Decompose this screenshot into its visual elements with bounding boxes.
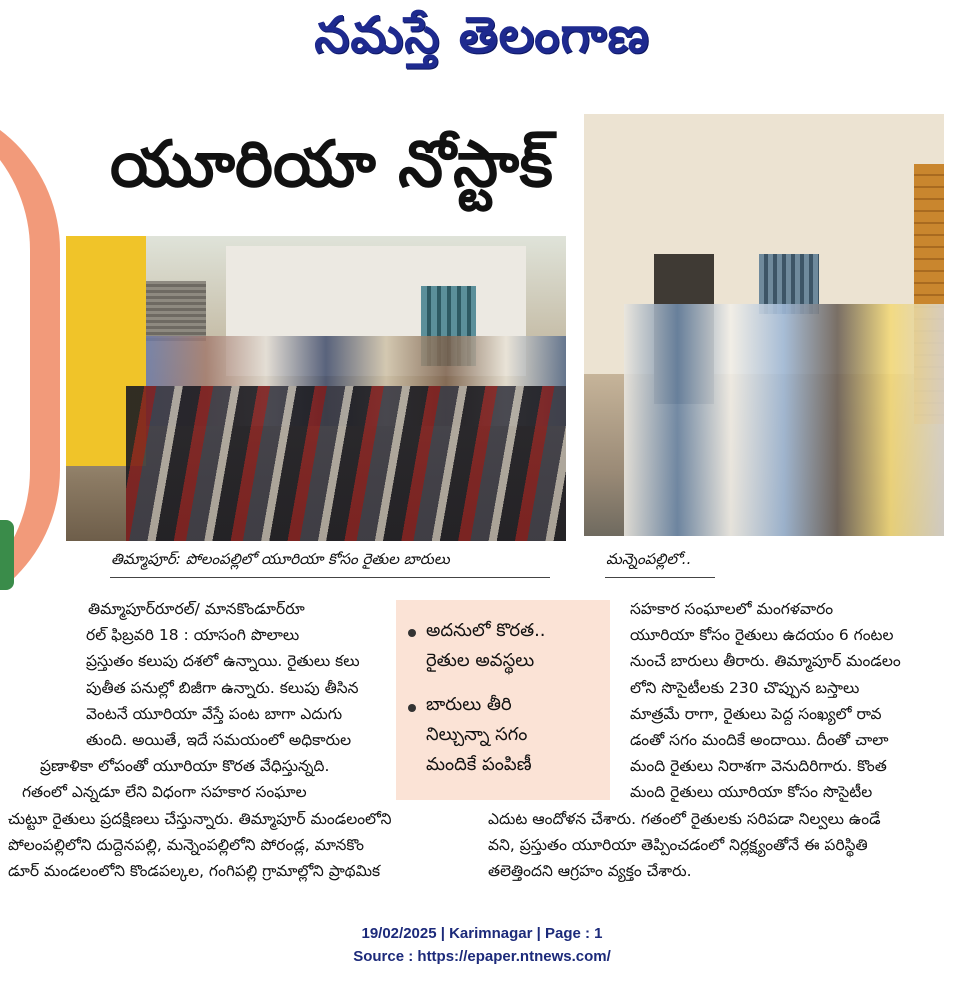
article-line: లోని సొసైటీలకు 230 చొప్పున బస్తాలు [630, 678, 860, 697]
caption-underline [605, 577, 715, 578]
photo-shutter [146, 281, 206, 341]
headline: యూరియా నోస్టాక్ [110, 128, 553, 202]
footer-edition-info: 19/02/2025 | Karimnagar | Page : 1 [361, 925, 603, 942]
article-line: మంది రైతులు యూరియా కోసం సొసైటీల [630, 783, 873, 802]
highlight-point-1: అదనులో కొరత.. రైతుల అవస్థలు [426, 620, 546, 671]
article-line: మాత్రమే రాగా, రైతులు పెద్ద సంఖ్యలో రావ [630, 704, 882, 723]
article-line: ప్రణాళికా లోపంతో యూరియా కొరత వేధిస్తున్నది. [40, 757, 330, 776]
article-line: సహకార సంఘాలలో మంగళవారం [630, 600, 834, 618]
article-line: ప్రస్తుతం కలుపు దశలో ఉన్నాయి. రైతులు కలు [86, 652, 360, 671]
photo-polampalli-queue [66, 236, 566, 541]
caption-left-photo: తిమ్మాపూర్: పోలంపల్లిలో యూరియా కోసం రైతుల బారులు [111, 550, 450, 568]
article-line: యూరియా కోసం రైతులు ఉదయం 6 గంటల [630, 626, 894, 645]
decorative-leaf [0, 520, 14, 590]
photo-crowd [624, 304, 944, 536]
article-line: తలెత్తిందని ఆగ్రహం వ్యక్తం చేశారు. [488, 862, 692, 881]
article-line: పోలంపల్లిలోని దుద్దెనపల్లి, మన్నెంపల్లిలోని పోరండ్ల, మానకొం [8, 835, 365, 854]
bullet-icon [408, 629, 416, 637]
article-line: డంతో సగం మందికే అందాయి. దీంతో చాలా [630, 731, 889, 750]
article-body-left [8, 596, 392, 884]
footer-source-link[interactable]: Source : https://epaper.ntnews.com/ [353, 948, 611, 965]
article-line: వని, ప్రస్తుతం యూరియా తెప్పించడంలో నిర్లక్ష్యంతోనే ఈ పరిస్థితి [488, 835, 868, 854]
highlight-box [396, 600, 610, 800]
article-line: ఎదుట ఆందోళన చేశారు. గతంలో రైతులకు సరిపడా నిల్వలు ఉండే [488, 809, 881, 828]
article-line: గతంలో ఎన్నడూ లేని విధంగా సహకార సంఘాల [22, 783, 307, 802]
bullet-icon [408, 704, 416, 712]
caption-right-photo: మన్నెంపల్లిలో.. [606, 550, 692, 568]
photo-motorcycles [126, 386, 566, 541]
article-line: రల్ ఫిబ్రవరి 18 : యాసంగి పొలాలు [86, 626, 300, 645]
caption-underline [110, 577, 550, 578]
highlight-point-2: బారులు తీరి నిల్చున్నా సగం మందికే పంపిణీ [426, 694, 532, 775]
article-line: వెంటనే యూరియా వేస్తే పంట బాగా ఎదుగు [86, 704, 343, 723]
article-line: నుంచే బారులు తీరారు. తిమ్మాపూర్ మండలం [630, 652, 901, 671]
masthead-logo: నమస్తే తెలంగాణ [314, 6, 650, 64]
article-line: తుంది. అయితే, ఇదే సమయంలో అధికారుల [86, 731, 352, 750]
article-line: పుతీత పనుల్లో బిజీగా ఉన్నారు. కలుపు తీసిన [86, 678, 359, 697]
article-line: తిమ్మాపూర్‌రూరల్/ మానకొండూర్‌రూ [88, 600, 305, 618]
article-line: డూర్ మండలంలోని కొండపల్కల, గంగిపల్లి గ్రామాల్లోని ప్రాథమిక [8, 862, 381, 881]
article-line: చుట్టూ రైతులు ప్రదక్షిణలు చేస్తున్నారు. తిమ్మాపూర్ మండలంలోని [8, 809, 392, 828]
article-line: మంది రైతులు నిరాశగా వెనుదిరిగారు. కొంత [630, 757, 887, 776]
